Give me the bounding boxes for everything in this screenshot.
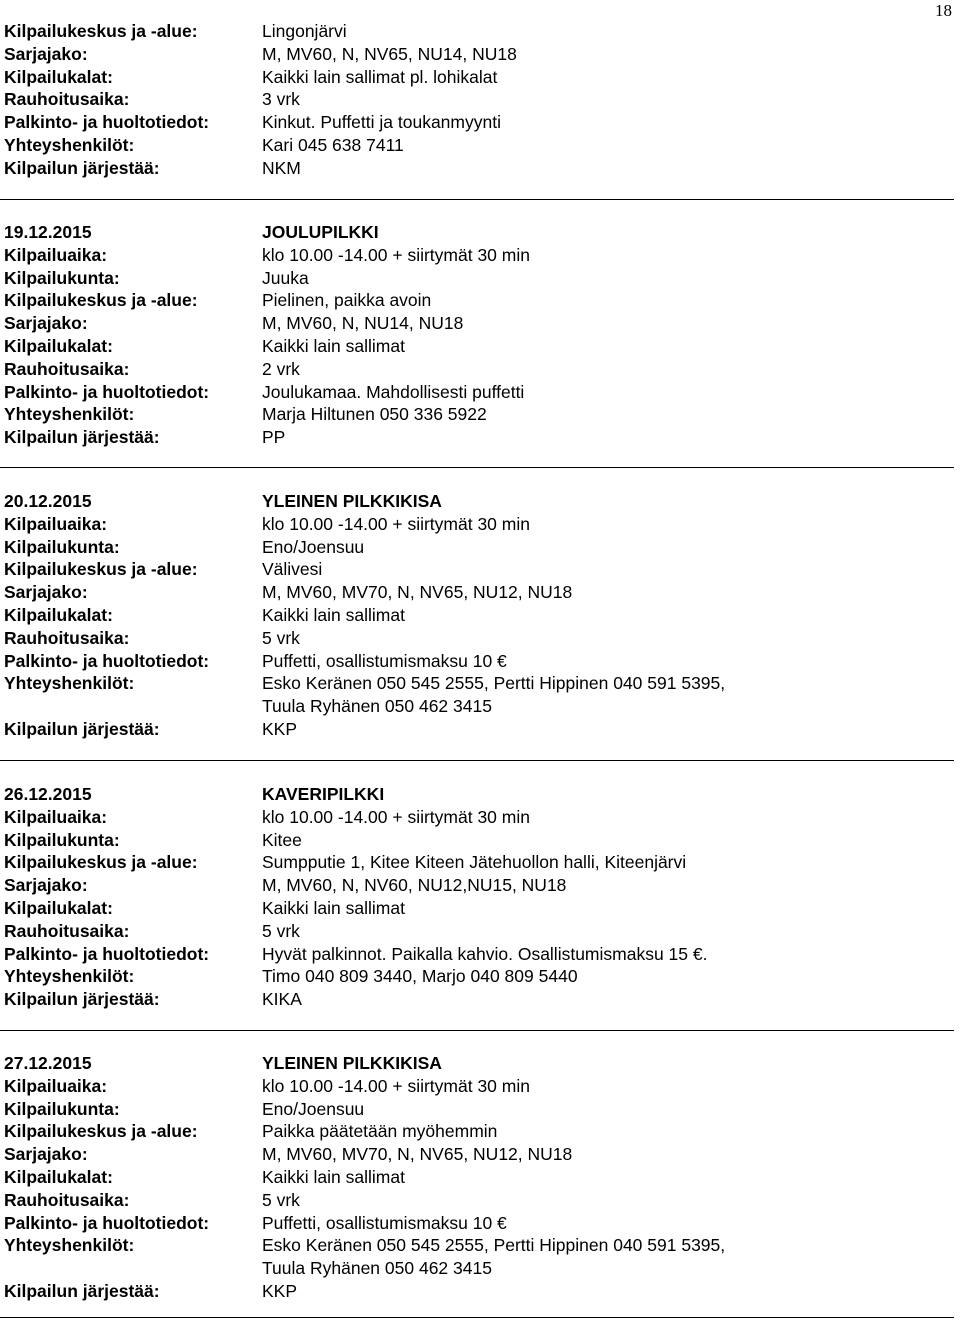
field-label: Kilpailun järjestää:	[4, 1280, 160, 1301]
event-date: 19.12.2015	[4, 222, 92, 242]
field-value: Timo 040 809 3440, Marjo 040 809 5440	[262, 966, 578, 987]
info-row	[4, 1166, 956, 1189]
info-row	[4, 20, 956, 43]
info-row	[4, 627, 956, 650]
field-label: Kilpailukalat:	[4, 1166, 113, 1187]
field-label: Kilpailukeskus ja -alue:	[4, 852, 198, 873]
event-date: 26.12.2015	[4, 784, 92, 804]
event-heading	[4, 1052, 956, 1075]
event-name: JOULUPILKKI	[262, 222, 379, 242]
info-row	[4, 943, 956, 966]
section-divider	[0, 1030, 954, 1031]
field-value: 2 vrk	[262, 358, 300, 379]
info-row	[4, 312, 956, 335]
field-value: KKP	[262, 718, 298, 739]
info-row	[4, 88, 956, 111]
field-value: Pielinen, paikka avoin	[262, 290, 432, 311]
info-row	[4, 1257, 956, 1280]
info-row	[4, 513, 956, 536]
field-label: Rauhoitusaika:	[4, 1189, 130, 1210]
info-row	[4, 806, 956, 829]
field-value: Eno/Joensuu	[262, 536, 365, 557]
info-row	[4, 536, 956, 559]
event-date: 27.12.2015	[4, 1053, 92, 1073]
field-label: Sarjajako:	[4, 1144, 88, 1165]
field-label: Kilpailukunta:	[4, 536, 120, 557]
info-row	[4, 157, 956, 180]
event-heading	[4, 783, 956, 806]
field-label: Yhteyshenkilöt:	[4, 673, 135, 694]
event-block	[4, 221, 956, 449]
field-value: Esko Keränen 050 545 2555, Pertti Hippinen 040 591 5395,	[262, 673, 726, 694]
field-label: Kilpailukeskus ja -alue:	[4, 21, 198, 41]
info-row	[4, 851, 956, 874]
field-value: Marja Hiltunen 050 336 5922	[262, 404, 487, 425]
field-value: Kaikki lain sallimat	[262, 1166, 405, 1187]
field-value: M, MV60, N, NU14, NU18	[262, 313, 464, 334]
field-value: klo 10.00 -14.00 + siirtymät 30 min	[262, 513, 530, 534]
field-value: KKP	[262, 1280, 298, 1301]
section-divider	[0, 467, 954, 468]
field-value: 3 vrk	[262, 89, 300, 110]
field-label: Kilpailukalat:	[4, 335, 113, 356]
field-label: Palkinto- ja huoltotiedot:	[4, 650, 210, 671]
field-label: Rauhoitusaika:	[4, 920, 130, 941]
field-label: Kilpailukalat:	[4, 897, 113, 918]
field-label: Kilpailuaika:	[4, 1075, 108, 1096]
field-label: Yhteyshenkilöt:	[4, 1235, 135, 1256]
field-label: Kilpailuaika:	[4, 244, 108, 265]
section-divider	[0, 1317, 954, 1318]
info-row	[4, 403, 956, 426]
field-label: Sarjajako:	[4, 582, 88, 603]
info-row	[4, 66, 956, 89]
field-value: M, MV60, MV70, N, NV65, NU12, NU18	[262, 582, 573, 603]
field-label: Kilpailuaika:	[4, 513, 108, 534]
info-row	[4, 358, 956, 381]
info-row	[4, 1120, 956, 1143]
field-label: Kilpailun järjestää:	[4, 427, 160, 448]
field-label: Kilpailukunta:	[4, 829, 120, 850]
field-value: M, MV60, MV70, N, NV65, NU12, NU18	[262, 1144, 573, 1165]
field-label: Yhteyshenkilöt:	[4, 134, 135, 155]
info-row	[4, 672, 956, 695]
info-row	[4, 695, 956, 718]
continued-event-block	[4, 20, 956, 180]
info-row	[4, 988, 956, 1011]
event-block	[4, 490, 956, 741]
event-block	[4, 783, 956, 1011]
field-label: Kilpailun järjestää:	[4, 157, 160, 178]
field-label: Kilpailuaika:	[4, 806, 108, 827]
info-row	[4, 289, 956, 312]
info-row	[4, 1280, 956, 1303]
event-heading	[4, 490, 956, 513]
field-label: Yhteyshenkilöt:	[4, 966, 135, 987]
field-label: Yhteyshenkilöt:	[4, 404, 135, 425]
field-value: Joulukamaa. Mahdollisesti puffetti	[262, 381, 525, 402]
field-value: 5 vrk	[262, 1189, 300, 1210]
field-value: 5 vrk	[262, 920, 300, 941]
event-name: YLEINEN PILKKIKISA	[262, 1053, 442, 1073]
field-label: Sarjajako:	[4, 313, 88, 334]
info-row	[4, 897, 956, 920]
field-label: Kilpailukeskus ja -alue:	[4, 1121, 198, 1142]
field-value: Tuula Ryhänen 050 462 3415	[262, 696, 492, 717]
event-name: KAVERIPILKKI	[262, 784, 385, 804]
field-value: Kaikki lain sallimat	[262, 335, 405, 356]
info-row	[4, 829, 956, 852]
field-label: Kilpailukeskus ja -alue:	[4, 559, 198, 580]
field-value: Kaikki lain sallimat pl. lohikalat	[262, 66, 498, 87]
field-value: klo 10.00 -14.00 + siirtymät 30 min	[262, 1075, 530, 1096]
info-row	[4, 1212, 956, 1235]
field-value: Välivesi	[262, 559, 323, 580]
info-row	[4, 650, 956, 673]
event-heading	[4, 221, 956, 244]
field-value: NKM	[262, 157, 301, 178]
info-row	[4, 134, 956, 157]
info-row	[4, 718, 956, 741]
event-date: 20.12.2015	[4, 491, 92, 511]
field-label: Palkinto- ja huoltotiedot:	[4, 381, 210, 402]
info-row	[4, 267, 956, 290]
field-label: Palkinto- ja huoltotiedot:	[4, 943, 210, 964]
field-value: Lingonjärvi	[262, 21, 347, 41]
field-value: Kari 045 638 7411	[262, 134, 404, 155]
event-block	[4, 1052, 956, 1303]
field-value: KIKA	[262, 989, 302, 1010]
field-label: Kilpailukalat:	[4, 604, 113, 625]
field-label: Palkinto- ja huoltotiedot:	[4, 1212, 210, 1233]
info-row	[4, 604, 956, 627]
field-value: PP	[262, 427, 286, 448]
section-divider	[0, 760, 954, 761]
field-value: 5 vrk	[262, 627, 300, 648]
info-row	[4, 1098, 956, 1121]
field-value: M, MV60, N, NV60, NU12,NU15, NU18	[262, 875, 567, 896]
info-row	[4, 426, 956, 449]
info-row	[4, 1075, 956, 1098]
field-value: Kinkut. Puffetti ja toukanmyynti	[262, 112, 501, 133]
info-row	[4, 965, 956, 988]
info-row	[4, 381, 956, 404]
field-label: Kilpailukunta:	[4, 1098, 120, 1119]
event-name: YLEINEN PILKKIKISA	[262, 491, 442, 511]
field-value: Puffetti, osallistumismaksu 10 €	[262, 650, 507, 671]
field-label: Kilpailukeskus ja -alue:	[4, 290, 198, 311]
info-row	[4, 581, 956, 604]
field-label: Kilpailukalat:	[4, 66, 113, 87]
info-row	[4, 558, 956, 581]
field-value: Paikka päätetään myöhemmin	[262, 1121, 498, 1142]
field-label: Rauhoitusaika:	[4, 89, 130, 110]
field-value: klo 10.00 -14.00 + siirtymät 30 min	[262, 806, 530, 827]
field-label: Kilpailukunta:	[4, 267, 120, 288]
info-row	[4, 111, 956, 134]
field-value: Kitee	[262, 829, 302, 850]
info-row	[4, 335, 956, 358]
field-value: Esko Keränen 050 545 2555, Pertti Hippinen 040 591 5395,	[262, 1235, 726, 1256]
info-row	[4, 244, 956, 267]
field-value: klo 10.00 -14.00 + siirtymät 30 min	[262, 244, 530, 265]
field-label: Rauhoitusaika:	[4, 358, 130, 379]
field-value: Puffetti, osallistumismaksu 10 €	[262, 1212, 507, 1233]
info-row	[4, 1234, 956, 1257]
field-value: Tuula Ryhänen 050 462 3415	[262, 1258, 492, 1279]
field-value: Eno/Joensuu	[262, 1098, 365, 1119]
info-row	[4, 920, 956, 943]
field-value: Kaikki lain sallimat	[262, 604, 405, 625]
field-value: M, MV60, N, NV65, NU14, NU18	[262, 43, 517, 64]
section-divider	[0, 199, 954, 200]
info-row	[4, 43, 956, 66]
field-value: Hyvät palkinnot. Paikalla kahvio. Osallistumismaksu 15 €.	[262, 943, 708, 964]
field-value: Kaikki lain sallimat	[262, 897, 405, 918]
info-row	[4, 874, 956, 897]
field-label: Kilpailun järjestää:	[4, 718, 160, 739]
field-label: Sarjajako:	[4, 875, 88, 896]
field-label: Kilpailun järjestää:	[4, 989, 160, 1010]
field-value: Sumpputie 1, Kitee Kiteen Jätehuollon halli, Kiteenjärvi	[262, 852, 687, 873]
info-row	[4, 1143, 956, 1166]
field-label: Rauhoitusaika:	[4, 627, 130, 648]
info-row	[4, 1189, 956, 1212]
page-number: 18	[935, 1, 952, 20]
field-value: Juuka	[262, 267, 309, 288]
field-label: Sarjajako:	[4, 43, 88, 64]
field-label: Palkinto- ja huoltotiedot:	[4, 112, 210, 133]
